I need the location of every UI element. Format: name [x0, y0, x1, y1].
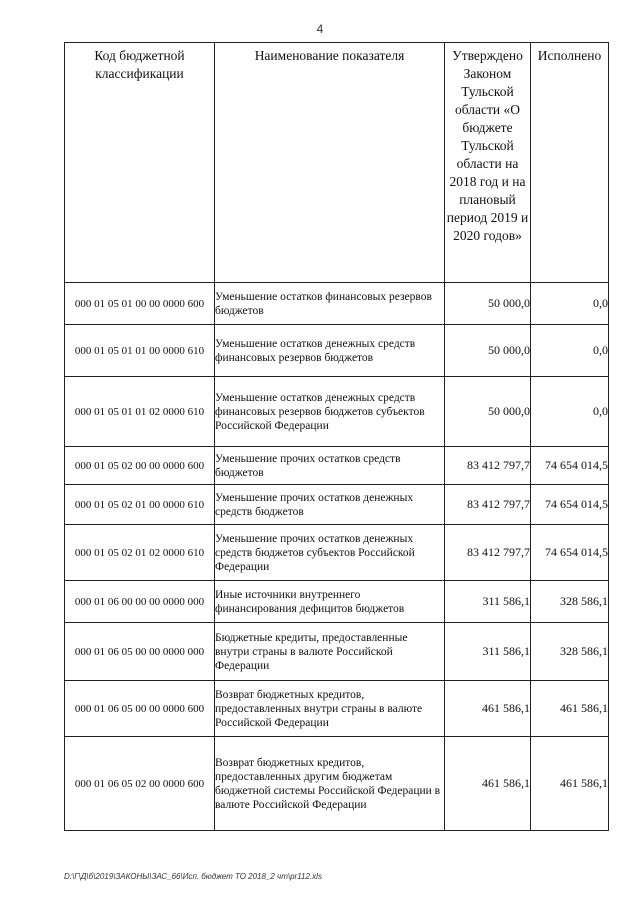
row-code: 000 01 06 00 00 00 0000 000 [65, 581, 215, 623]
row-name: Уменьшение остатков денежных средств финансовых резервов бюджетов [215, 325, 445, 377]
row-executed: 74 654 014,5 [531, 447, 609, 485]
row-name: Бюджетные кредиты, предоставленные внутри страны в валюте Российской Федерации [215, 623, 445, 681]
header-row [65, 43, 609, 283]
header-executed: Исполнено [531, 43, 609, 283]
row-approved: 461 586,1 [445, 681, 531, 737]
table-row [65, 283, 609, 325]
row-approved: 50 000,0 [445, 377, 531, 447]
row-name: Уменьшение остатков денежных средств финансовых резервов бюджетов субъектов Российской Федерации [215, 377, 445, 447]
header-approved: Утверждено Законом Тульской области «О бюджете Тульской области на 2018 год и на плановый период 2019 и 2020 годов» [445, 43, 531, 283]
row-approved: 83 412 797,7 [445, 525, 531, 581]
row-name: Возврат бюджетных кредитов, предоставленных другим бюджетам бюджетной системы Российской Федерации в валюте Российской Федерации [215, 737, 445, 831]
row-executed: 74 654 014,5 [531, 485, 609, 525]
row-executed: 0,0 [531, 377, 609, 447]
row-name: Уменьшение прочих остатков денежных средств бюджетов субъектов Российской Федерации [215, 525, 445, 581]
row-name: Уменьшение остатков финансовых резервов бюджетов [215, 283, 445, 325]
table-row [65, 447, 609, 485]
page-number: 4 [316, 22, 324, 36]
table-row [65, 681, 609, 737]
row-code: 000 01 05 01 01 02 0000 610 [65, 377, 215, 447]
row-name: Уменьшение прочих остатков денежных средств бюджетов [215, 485, 445, 525]
row-executed: 328 586,1 [531, 581, 609, 623]
table-row [65, 737, 609, 831]
table-row [65, 581, 609, 623]
table-row [65, 485, 609, 525]
row-approved: 83 412 797,7 [445, 485, 531, 525]
row-name: Иные источники внутреннего финансирования дефицитов бюджетов [215, 581, 445, 623]
header-name: Наименование показателя [215, 43, 445, 283]
row-code: 000 01 06 05 00 00 0000 600 [65, 681, 215, 737]
footer-file-path: D:\Г\Д\б\2019\ЗАКОНЫ\ЗАС_66\Исп. бюджет ТО 2018_2 чт\pr112.xls [64, 872, 322, 881]
table-row [65, 525, 609, 581]
row-name: Возврат бюджетных кредитов, предоставленных внутри страны в валюте Российской Федерации [215, 681, 445, 737]
table-row [65, 325, 609, 377]
row-executed: 0,0 [531, 283, 609, 325]
row-approved: 461 586,1 [445, 737, 531, 831]
table-row [65, 377, 609, 447]
row-code: 000 01 06 05 02 00 0000 600 [65, 737, 215, 831]
table-row [65, 623, 609, 681]
row-executed: 0,0 [531, 325, 609, 377]
row-approved: 311 586,1 [445, 623, 531, 681]
header-code: Код бюджетной классификации [65, 43, 215, 283]
row-executed: 328 586,1 [531, 623, 609, 681]
row-code: 000 01 05 02 01 02 0000 610 [65, 525, 215, 581]
row-executed: 461 586,1 [531, 681, 609, 737]
row-executed: 461 586,1 [531, 737, 609, 831]
row-approved: 50 000,0 [445, 325, 531, 377]
row-approved: 50 000,0 [445, 283, 531, 325]
row-executed: 74 654 014,5 [531, 525, 609, 581]
row-approved: 83 412 797,7 [445, 447, 531, 485]
row-code: 000 01 05 01 01 00 0000 610 [65, 325, 215, 377]
budget-table [64, 42, 609, 831]
row-approved: 311 586,1 [445, 581, 531, 623]
row-code: 000 01 05 02 01 00 0000 610 [65, 485, 215, 525]
row-code: 000 01 06 05 00 00 0000 000 [65, 623, 215, 681]
row-code: 000 01 05 02 00 00 0000 600 [65, 447, 215, 485]
row-name: Уменьшение прочих остатков средств бюджетов [215, 447, 445, 485]
row-code: 000 01 05 01 00 00 0000 600 [65, 283, 215, 325]
